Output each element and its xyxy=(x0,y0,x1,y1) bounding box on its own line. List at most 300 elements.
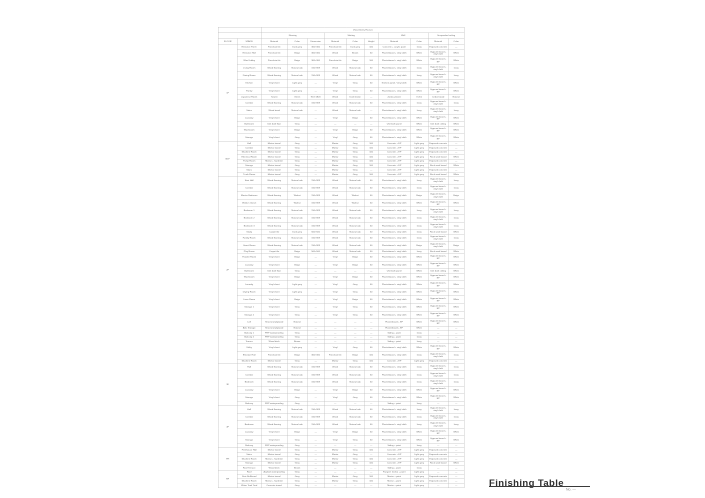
table-cell: — xyxy=(364,335,378,339)
table-cell: 150×909 xyxy=(307,234,324,242)
page-title: Finishing Table xyxy=(489,478,564,489)
table-cell: Natural oak xyxy=(346,363,364,371)
table-cell: — xyxy=(448,483,464,488)
table-cell: Exposed concrete xyxy=(429,453,447,456)
table-cell: Gypsum board + EP xyxy=(430,88,447,94)
table-cell: Grey xyxy=(287,335,307,339)
table-cell: — xyxy=(448,479,464,483)
table-cell: Natural oak xyxy=(287,107,307,115)
table-cell: Vinyl xyxy=(324,428,346,436)
table-cell: White xyxy=(448,311,464,319)
table-cell: Wood flooring xyxy=(261,234,287,242)
table-cell: Vinyl sheet xyxy=(261,288,287,296)
table-cell: — xyxy=(448,466,464,470)
table-cell: Tatami xyxy=(261,95,287,99)
table-cell: 60 xyxy=(364,371,378,379)
page-caption-wrap xyxy=(489,473,629,491)
table-cell: Dark brown xyxy=(346,95,364,99)
table-cell: Beige xyxy=(410,192,428,200)
table-cell: Wood flooring xyxy=(261,222,287,230)
table-cell: Wood xyxy=(324,363,346,371)
table-cell: Vinyl xyxy=(324,303,346,311)
table-row xyxy=(218,319,464,327)
table-cell: Wood flooring xyxy=(261,421,287,429)
table-cell: — xyxy=(307,326,324,330)
table-cell: 150×909 xyxy=(307,177,324,185)
table-cell: Grey xyxy=(346,150,364,154)
table-cell: Wood xyxy=(324,215,346,223)
table-cell: Ivory xyxy=(410,444,428,448)
table-cell: White xyxy=(448,80,464,88)
column-header-color: Color xyxy=(448,38,464,44)
table-cell: — xyxy=(324,466,346,470)
space-cell: Bedroom 2 xyxy=(237,215,261,223)
table-cell: — xyxy=(307,483,324,488)
table-cell: Wood xyxy=(324,421,346,429)
table-cell: — xyxy=(307,163,324,167)
space-cell: Corridor xyxy=(237,413,261,421)
table-cell: — xyxy=(428,401,448,405)
table-cell: Mortar trowel xyxy=(261,359,287,363)
table-cell: 150×909 xyxy=(307,406,324,414)
table-cell: Beige xyxy=(287,114,307,122)
table-cell: Beige xyxy=(448,192,464,200)
table-cell: Ivory xyxy=(448,222,464,230)
table-cell: 60 xyxy=(364,273,378,281)
table-cell: FRP waterproofing xyxy=(261,335,287,339)
table-row xyxy=(218,483,464,488)
table-cell: Natural oak xyxy=(287,413,307,421)
space-cell: Hall xyxy=(237,141,261,145)
finishing-table-scaler xyxy=(218,27,464,488)
table-row xyxy=(218,421,464,429)
space-cell: Trunk Room xyxy=(237,172,261,176)
table-cell: White xyxy=(410,261,428,269)
space-cell: Powder Room xyxy=(237,254,261,262)
table-cell: Natural oak xyxy=(287,421,307,429)
table-cell: — xyxy=(448,448,464,452)
table-cell: Structural plywood xyxy=(261,319,287,327)
table-cell: Grey xyxy=(287,401,307,405)
column-header-material: Material xyxy=(378,38,410,44)
table-cell: Wood flooring xyxy=(261,192,287,200)
table-row xyxy=(218,436,464,444)
table-cell: Wood flooring xyxy=(261,413,287,421)
table-cell: Grey xyxy=(287,159,307,163)
table-cell: — xyxy=(364,95,378,99)
table-row xyxy=(218,114,464,122)
table-cell: Gypsum board + EP xyxy=(430,437,447,443)
floor-label: 1F xyxy=(218,45,237,142)
table-cell: Gypsum board + vinyl cloth xyxy=(430,107,447,113)
table-row xyxy=(218,57,464,65)
table-cell: White xyxy=(410,288,428,296)
table-cell: — xyxy=(428,335,448,339)
table-cell: Natural oak xyxy=(346,230,364,234)
table-cell: — xyxy=(428,331,448,335)
space-cell: Stairs xyxy=(237,107,261,115)
table-cell: — xyxy=(346,483,364,488)
space-cell: Bedroom xyxy=(237,421,261,429)
table-cell: — xyxy=(346,470,364,474)
table-cell: White xyxy=(448,163,464,167)
table-cell: 100 xyxy=(364,150,378,154)
table-cell: Vinyl sheet xyxy=(261,254,287,262)
space-cell: Corridor xyxy=(237,371,261,379)
table-cell: Mortar xyxy=(324,159,346,163)
table-cell: Plasterboard + vinyl cloth xyxy=(378,64,410,72)
table-cell: — xyxy=(448,168,464,172)
table-cell: Mortar trowel xyxy=(261,168,287,172)
table-cell: Plasterboard + vinyl cloth xyxy=(378,134,410,142)
table-cell: Vinyl xyxy=(324,344,346,352)
table-cell: Light grey xyxy=(287,80,307,88)
table-cell: 100 xyxy=(364,155,378,159)
table-row xyxy=(218,311,464,319)
table-cell: Natural oak xyxy=(287,184,307,192)
table-cell: Unit bath panel xyxy=(378,269,410,273)
table-cell: Unit bath ceiling xyxy=(428,122,448,126)
table-cell: 60 xyxy=(364,406,378,414)
table-cell: Exposed concrete xyxy=(429,159,447,163)
table-cell: Gypsum board + vinyl cloth xyxy=(430,73,447,79)
table-cell: Gypsum board + EP xyxy=(430,304,447,310)
table-cell: Gypsum board + vinyl cloth xyxy=(430,193,447,198)
table-row xyxy=(218,371,464,379)
table-cell: Concrete + EP xyxy=(378,163,410,167)
table-cell: Gypsum board + EP xyxy=(430,394,447,400)
table-cell: White xyxy=(410,254,428,262)
table-cell: Wood xyxy=(324,199,346,207)
table-cell: White xyxy=(410,114,428,122)
table-cell: Gypsum board + vinyl cloth xyxy=(430,406,447,412)
table-row xyxy=(218,386,464,394)
space-cell: Storage xyxy=(237,394,261,402)
table-cell: Wood xyxy=(324,222,346,230)
table-cell: — xyxy=(324,326,346,330)
table-cell: Natural oak xyxy=(346,379,364,387)
table-cell: Vinyl sheet xyxy=(261,273,287,281)
table-cell: 60 xyxy=(364,394,378,402)
table-cell: Gypsum board + EP xyxy=(430,297,447,303)
table-cell: Plasterboard + vinyl cloth xyxy=(378,413,410,421)
floor-label: 2F xyxy=(218,177,237,364)
table-cell: Ivory xyxy=(410,230,428,234)
table-cell: — xyxy=(346,335,364,339)
finishing-table xyxy=(218,27,464,488)
table-cell: 150×909 xyxy=(307,222,324,230)
table-cell: Beige xyxy=(346,261,364,269)
table-cell: — xyxy=(307,444,324,448)
table-cell: White xyxy=(410,122,428,126)
table-cell: Plasterboard + vinyl cloth xyxy=(378,114,410,122)
table-cell: Wood flooring xyxy=(261,363,287,371)
table-cell: Walnut xyxy=(287,199,307,207)
table-cell: Carpet tile xyxy=(261,249,287,253)
table-cell: Concrete + acrylic paint xyxy=(378,45,410,49)
table-row xyxy=(218,80,464,88)
table-cell: Natural oak xyxy=(346,421,364,429)
table-cell: Vinyl xyxy=(324,288,346,296)
table-cell: Porcelain tile xyxy=(261,351,287,359)
table-cell: 60 xyxy=(364,80,378,88)
table-cell: Ivory xyxy=(410,371,428,379)
table-cell: Wood xyxy=(324,64,346,72)
table-cell: Beige xyxy=(287,428,307,436)
table-cell: Grey xyxy=(346,452,364,456)
table-cell: Concrete + EP xyxy=(378,155,410,159)
table-cell: — xyxy=(364,401,378,405)
space-cell: Storage xyxy=(237,134,261,142)
table-cell: — xyxy=(364,269,378,273)
table-cell: Vinyl sheet xyxy=(261,311,287,319)
table-cell: Beige xyxy=(287,254,307,262)
table-cell: — xyxy=(428,466,448,470)
table-cell: Grey xyxy=(287,146,307,150)
table-cell: 500×500 xyxy=(307,249,324,253)
table-cell: — xyxy=(307,470,324,474)
table-cell: — xyxy=(448,474,464,478)
table-cell: Plasterboard + vinyl cloth xyxy=(378,311,410,319)
space-cell: Entrance Porch xyxy=(237,45,261,49)
table-cell: — xyxy=(448,401,464,405)
table-cell: Gypsum board + vinyl cloth xyxy=(430,422,447,427)
table-cell: White xyxy=(448,199,464,207)
table-cell: — xyxy=(307,319,324,327)
table-cell: Ivory xyxy=(410,335,428,339)
table-cell: Natural oak xyxy=(287,234,307,242)
table-cell: — xyxy=(307,386,324,394)
table-cell: White xyxy=(448,281,464,289)
table-cell: Wood xyxy=(324,413,346,421)
table-cell: 100 xyxy=(364,351,378,359)
table-cell: Gypsum board + vinyl cloth xyxy=(430,177,447,183)
table-cell: Gypsum board + vinyl cloth xyxy=(430,379,447,385)
table-cell: — xyxy=(448,146,464,150)
table-cell: Plasterboard + vinyl cloth xyxy=(378,207,410,215)
table-cell: Light grey xyxy=(410,146,428,150)
table-cell: — xyxy=(307,288,324,296)
table-cell: 60 xyxy=(364,87,378,95)
table-cell: Beige xyxy=(287,126,307,134)
table-cell: Plasterboard + vinyl cloth xyxy=(378,428,410,436)
table-cell: Concrete trowel xyxy=(261,483,287,488)
table-cell: Plasterboard + vinyl cloth xyxy=(378,234,410,242)
column-header-color: Color xyxy=(287,38,307,44)
table-cell: — xyxy=(448,457,464,461)
table-cell: 60 xyxy=(364,288,378,296)
table-cell: White xyxy=(410,49,428,57)
table-cell: White xyxy=(410,80,428,88)
table-cell: Plasterboard + vinyl cloth xyxy=(378,296,410,304)
table-cell: — xyxy=(307,296,324,304)
space-cell: Hall xyxy=(237,406,261,414)
table-cell: Juraku plaster xyxy=(378,95,410,99)
table-cell: White xyxy=(448,461,464,465)
table-cell: Grey xyxy=(346,80,364,88)
table-cell: Vinyl sheet xyxy=(261,281,287,289)
table-cell: Siding + paint xyxy=(378,444,410,448)
table-cell: Wood flooring xyxy=(261,177,287,185)
table-row xyxy=(218,288,464,296)
table-cell: Ivory xyxy=(410,413,428,421)
table-row xyxy=(218,99,464,107)
table-cell: — xyxy=(428,470,448,474)
table-cell: Natural oak xyxy=(346,234,364,242)
table-cell: 60 xyxy=(364,254,378,262)
table-cell: Natural oak xyxy=(346,184,364,192)
table-cell: Vinyl sheet xyxy=(261,344,287,352)
table-cell: Mortar xyxy=(324,452,346,456)
table-cell: Beige xyxy=(346,351,364,359)
table-cell: Beige xyxy=(410,242,428,250)
table-cell: Unit bath floor xyxy=(261,122,287,126)
table-cell: Porcelain tile xyxy=(261,57,287,65)
table-cell: 60 xyxy=(364,177,378,185)
table-cell: White xyxy=(410,303,428,311)
table-cell: Grey xyxy=(346,359,364,363)
table-cell: Wood xyxy=(324,99,346,107)
table-cell: — xyxy=(324,483,346,488)
table-cell: Wood xyxy=(324,49,346,57)
table-cell: 60 xyxy=(364,303,378,311)
table-cell: 60 xyxy=(364,421,378,429)
table-cell: Brown xyxy=(287,339,307,343)
floor-label: B1F xyxy=(218,141,237,176)
table-cell: Grey xyxy=(346,134,364,142)
table-cell: Grey xyxy=(346,163,364,167)
table-cell: Concrete + EP xyxy=(378,141,410,145)
table-cell: Grey xyxy=(346,311,364,319)
table-cell: Grey xyxy=(287,461,307,465)
table-cell: 500×500 xyxy=(307,230,324,234)
table-cell: White xyxy=(448,122,464,126)
table-cell: Plasterboard + vinyl cloth xyxy=(378,192,410,200)
table-cell: Concrete + EP xyxy=(378,146,410,150)
table-cell: Gypsum board + vinyl cloth xyxy=(430,352,447,358)
table-cell: Porcelain tile xyxy=(261,49,287,57)
table-cell: Natural xyxy=(448,95,464,99)
table-cell: — xyxy=(307,141,324,145)
table-cell: Concrete + EP xyxy=(378,159,410,163)
table-cell: — xyxy=(307,254,324,262)
table-cell: 60 xyxy=(364,296,378,304)
table-cell: Light grey xyxy=(410,461,428,465)
table-cell: Vinyl xyxy=(324,254,346,262)
table-cell: Light grey xyxy=(410,163,428,167)
table-cell: Wood flooring xyxy=(261,242,287,250)
table-cell: Ivory xyxy=(448,177,464,185)
table-cell: Beige xyxy=(346,254,364,262)
table-cell: Grey xyxy=(287,483,307,488)
group-header-flooring: Flooring xyxy=(261,33,324,39)
table-cell: Concrete + EP xyxy=(378,172,410,176)
table-cell: Gypsum board + vinyl cloth xyxy=(430,364,447,370)
table-cell: 100 xyxy=(364,359,378,363)
table-cell: Ivory xyxy=(448,184,464,192)
table-cell: Wood xyxy=(324,371,346,379)
space-cell: Roof xyxy=(237,470,261,474)
table-cell: Light grey xyxy=(287,344,307,352)
table-cell: Mortar + hardener xyxy=(261,159,287,163)
table-cell: Beige xyxy=(287,49,307,57)
table-cell: Vinyl xyxy=(324,386,346,394)
table-cell: — xyxy=(448,444,464,448)
table-cell: Ivory xyxy=(410,331,428,335)
table-cell: White xyxy=(448,155,464,159)
table-row xyxy=(218,107,464,115)
table-cell: White xyxy=(410,319,428,327)
table-cell: — xyxy=(364,107,378,115)
table-cell: Ivory xyxy=(410,107,428,115)
table-cell: Wood tread xyxy=(261,107,287,115)
table-cell: 60 xyxy=(364,413,378,421)
table-cell: Gypsum board + EP xyxy=(430,58,447,63)
table-cell: Grey xyxy=(346,344,364,352)
table-cell: Mortar trowel xyxy=(261,163,287,167)
table-cell: White xyxy=(448,386,464,394)
table-cell: Natural oak xyxy=(346,72,364,80)
table-row xyxy=(218,215,464,223)
space-cell: Living Room xyxy=(237,64,261,72)
table-row xyxy=(218,303,464,311)
table-cell: Rock wool board xyxy=(429,462,447,465)
table-cell: 60 xyxy=(364,199,378,207)
table-cell: Siding + paint xyxy=(378,339,410,343)
column-header-dimension: Dimension xyxy=(307,38,324,44)
table-cell: Grey xyxy=(287,155,307,159)
table-cell: Porcelain tile xyxy=(324,45,346,49)
table-cell: Beige xyxy=(287,386,307,394)
table-row xyxy=(218,242,464,250)
table-cell: Ivory xyxy=(410,177,428,185)
space-cell: Terrace xyxy=(237,339,261,343)
space-cell: Drying Room xyxy=(237,288,261,296)
table-cell: — xyxy=(307,269,324,273)
space-cell: Storage xyxy=(237,163,261,167)
table-cell: — xyxy=(448,339,464,343)
table-cell: Wood xyxy=(324,184,346,192)
table-cell: Grey xyxy=(346,281,364,289)
table-cell: Natural oak xyxy=(287,242,307,250)
space-cell: Washroom xyxy=(237,126,261,134)
table-cell: Natural oak xyxy=(346,177,364,185)
table-cell: Exposed concrete xyxy=(429,45,447,49)
floor-label: RF xyxy=(218,470,237,488)
table-cell: Mortar trowel xyxy=(261,150,287,154)
table-cell: 60 xyxy=(364,99,378,107)
table-cell: — xyxy=(307,311,324,319)
table-cell: Unit bath ceiling xyxy=(428,269,448,273)
table-cell: Wood xyxy=(324,249,346,253)
table-cell: — xyxy=(307,150,324,154)
table-cell: Concrete + EP xyxy=(378,461,410,465)
table-cell: Natural oak xyxy=(287,64,307,72)
table-cell: Plasterboard + vinyl cloth xyxy=(378,386,410,394)
table-cell: Vinyl sheet xyxy=(261,436,287,444)
table-cell: Ivory xyxy=(448,107,464,115)
table-cell: — xyxy=(307,261,324,269)
table-cell: Grey xyxy=(287,141,307,145)
table-cell: Natural oak xyxy=(346,64,364,72)
table-cell: Wood flooring xyxy=(261,64,287,72)
table-cell: Plasterboard + vinyl cloth xyxy=(378,303,410,311)
table-cell: Grey xyxy=(287,303,307,311)
table-cell: Vinyl xyxy=(324,80,346,88)
table-cell: Ivory xyxy=(410,401,428,405)
table-cell: White xyxy=(410,344,428,352)
space-cell: Elevator Hall xyxy=(237,351,261,359)
